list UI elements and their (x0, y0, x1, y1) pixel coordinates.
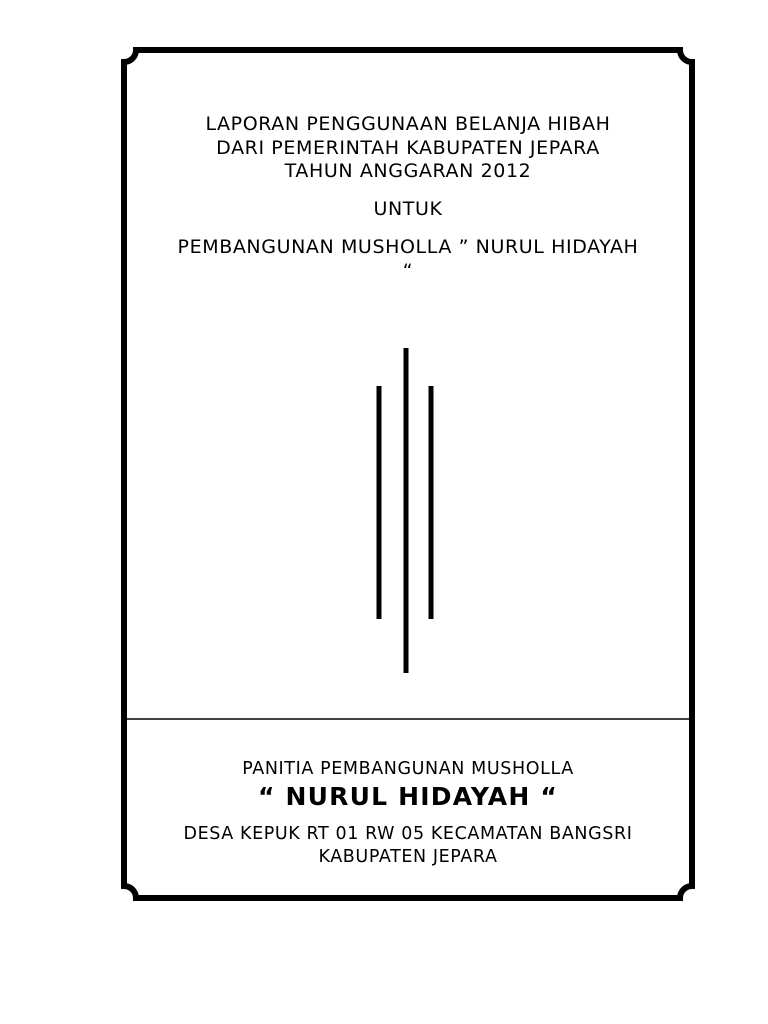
project-title: PEMBANGUNAN MUSHOLLA ” NURUL HIDAYAH “ (177, 236, 639, 282)
report-title-line: DARI PEMERINTAH KABUPATEN JEPARA (216, 136, 600, 159)
committee-label: PANITIA PEMBANGUNAN MUSHOLLA (242, 759, 574, 779)
report-title-line: TAHUN ANGGARAN 2012 (284, 160, 532, 182)
report-title-line: LAPORAN PENGGUNAAN BELANJA HIBAH (205, 113, 611, 135)
committee-name: “ NURUL HIDAYAH “ (258, 782, 558, 811)
untuk-label: UNTUK (373, 198, 443, 220)
address (126, 823, 690, 869)
report-title (130, 113, 686, 184)
address-line: DESA KEPUK RT 01 RW 05 KECAMATAN BANGSRI (183, 824, 633, 844)
address-line: KABUPATEN JEPARA (318, 847, 498, 867)
